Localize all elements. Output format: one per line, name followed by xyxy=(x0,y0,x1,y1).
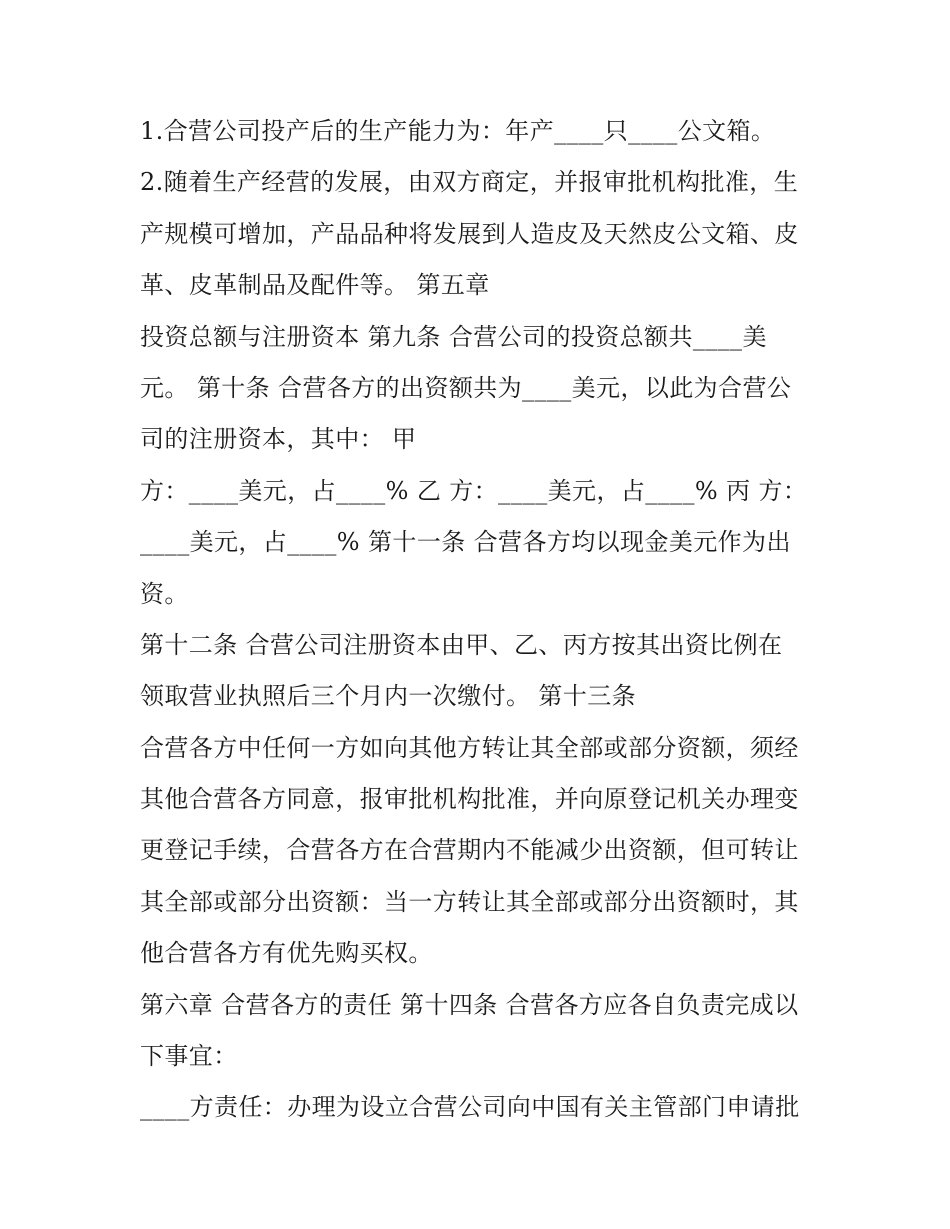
text-line: 领取营业执照后三个月内一次缴付。 第十三条 xyxy=(140,682,637,711)
text-line: 第十二条 合营公司注册资本由甲、乙、丙方按其出资比例在 xyxy=(140,630,783,659)
text-line: 1.合营公司投产后的生产能力为：年产____只____公文箱。 xyxy=(140,117,776,145)
text-line: 投资总额与注册资本 第九条 合营公司的投资总额共____美 xyxy=(140,322,767,351)
text-line: 更登记手续，合营各方在合营期内不能减少出资额，但可转让 xyxy=(140,836,799,865)
text-line: 其他合营各方同意，报审批机构批准，并向原登记机关办理变 xyxy=(140,785,799,814)
text-line: 合营各方中任何一方如向其他方转让其全部或部分资额，须经 xyxy=(140,733,799,762)
text-line: 产规模可增加，产品品种将发展到人造皮及天然皮公文箱、皮 xyxy=(140,219,799,248)
text-line: ____美元，占____% 第十一条 合营各方均以现金美元作为出 xyxy=(140,528,791,557)
text-line: 他合营各方有优先购买权。 xyxy=(140,939,433,968)
text-line: 2.随着生产经营的发展，由双方商定，并报审批机构批准，生 xyxy=(140,168,799,197)
text-line: 下事宜： xyxy=(140,1042,238,1071)
text-line: 方：____美元，占____% 乙 方：____美元，占____% 丙 方： xyxy=(140,476,808,505)
text-line: ____方责任：办理为设立合营公司向中国有关主管部门申请批 xyxy=(140,1093,800,1122)
text-line: 革、皮革制品及配件等。 第五章 xyxy=(140,271,490,300)
text-line: 资。 xyxy=(140,579,189,608)
text-line: 其全部或部分出资额：当一方转让其全部或部分出资额时，其 xyxy=(140,887,799,916)
text-line: 司的注册资本，其中： 甲 xyxy=(140,425,417,454)
text-line: 第六章 合营各方的责任 第十四条 合营各方应各自负责完成以 xyxy=(140,990,799,1019)
text-line: 元。 第十条 合营各方的出资额共为____美元，以此为合营公 xyxy=(140,373,792,402)
contract-text xyxy=(140,106,830,1134)
